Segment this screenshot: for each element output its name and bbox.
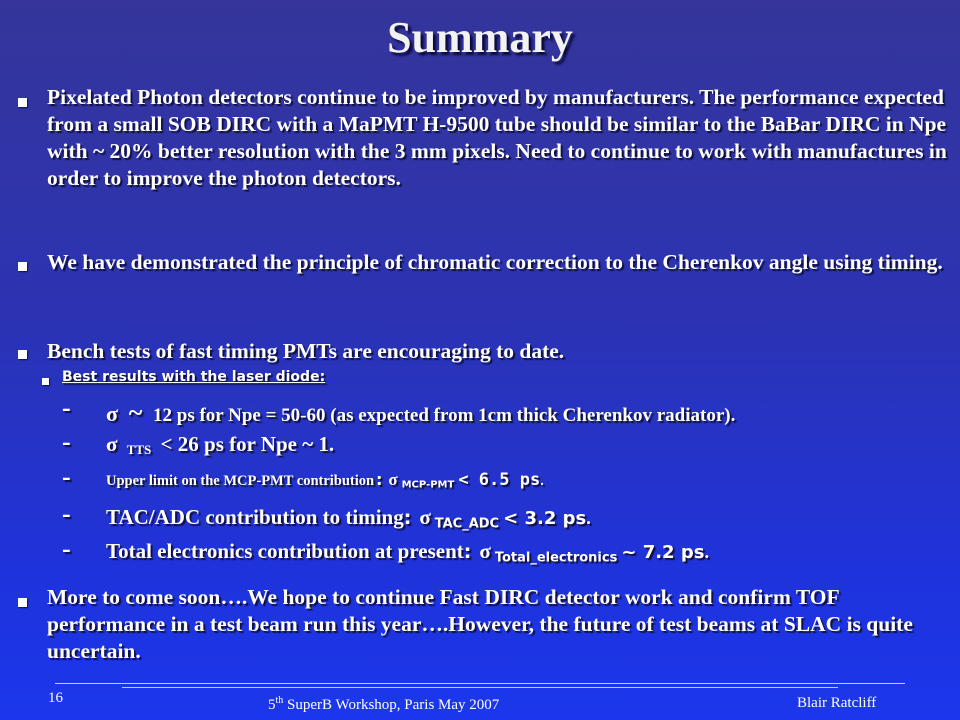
result-colon: : — [374, 470, 385, 490]
sub-bullet-marker — [42, 378, 49, 385]
footer-author: Blair Ratcliff — [797, 695, 877, 711]
result-text: < 26 ps for Npe ~ 1 — [160, 432, 329, 456]
result-text: 12 ps for Npe = 50-60 (as expected from 1cm thick Cherenkov radiator). — [153, 405, 736, 426]
result-total-electronics — [106, 539, 709, 565]
footer-ordinal-suffix: th — [275, 695, 284, 706]
footer-event-text: SuperB Workshop, Paris May 2007 — [287, 697, 500, 713]
result-value: < 3.2 ps — [503, 508, 587, 529]
slide-title: Summary — [387, 13, 573, 62]
sigma-symbol: σ — [419, 505, 431, 529]
result-colon: : — [403, 507, 412, 529]
sigma-symbol: σ — [479, 539, 491, 563]
result-lead: TAC/ADC contribution to timing — [106, 505, 404, 529]
dash-marker: - — [62, 534, 71, 563]
sigma-symbol: σ — [106, 432, 118, 456]
result-sigma-npe-50-60 — [106, 398, 735, 428]
sigma-symbol: σ — [388, 470, 398, 489]
bullet-marker — [18, 98, 27, 107]
bullet-marker — [18, 350, 27, 359]
bullet-marker — [18, 262, 27, 271]
footer-divider — [55, 683, 905, 684]
dash-marker: - — [62, 462, 71, 491]
sigma-subscript: MCP-PMT — [401, 479, 455, 491]
result-lead: Total electronics contribution at present — [106, 539, 464, 563]
result-period: . — [328, 432, 335, 456]
bullet-text-chromatic-correction: We have demonstrated the principle of chromatic correction to the Cherenkov angle using timing. — [47, 250, 943, 274]
bullet-text-more-to-come: More to come soon….We hope to continue Fast DIRC detector work and confirm TOF performance in a test beam run this year….However, the future of test beams at SLAC is quite uncertain. — [47, 585, 913, 663]
dash-marker: - — [62, 393, 71, 422]
bullet-text-bench-tests: Bench tests of fast timing PMTs are encouraging to date. — [47, 339, 565, 363]
sub-bullet-text-best-results: Best results with the laser diode: — [62, 369, 326, 385]
result-value: < 6.5 ps — [458, 470, 541, 490]
dash-marker: - — [62, 499, 71, 528]
sigma-symbol: σ — [106, 401, 118, 426]
slide-number: 16 — [48, 690, 63, 706]
sigma-subscript: Total_electronics — [494, 550, 618, 566]
result-period: . — [540, 474, 544, 489]
result-period: . — [704, 542, 709, 562]
result-value: ~ 7.2 ps — [621, 542, 705, 563]
result-period: . — [586, 508, 591, 528]
result-mcp-pmt-upper-limit — [106, 470, 544, 491]
result-sigma-tts — [106, 432, 334, 458]
bullet-text-photon-detectors: Pixelated Photon detectors continue to be improved by manufacturers. The performance expected from a small SOB DIRC with a MaPMT H-9500 tube should be similar to the BaBar DIRC in Npe with ~ 20% better resolution with the 3 mm pixels. Need to continue to work with manufactures in order to improve the photon detectors. — [47, 85, 947, 190]
result-tac-adc-contribution — [106, 505, 591, 531]
result-colon: : — [463, 541, 472, 563]
result-lead: Upper limit on the MCP-PMT contribution — [106, 473, 375, 489]
footer-ordinal: 5 — [268, 697, 276, 713]
sigma-subscript: TAC_ADC — [434, 516, 500, 532]
tilde-symbol: ~ — [128, 398, 143, 427]
footer-event — [268, 695, 499, 714]
footer-divider-inner — [122, 687, 838, 688]
bullet-marker — [18, 598, 27, 607]
sigma-subscript: TTS — [126, 442, 152, 458]
dash-marker: - — [62, 427, 71, 456]
